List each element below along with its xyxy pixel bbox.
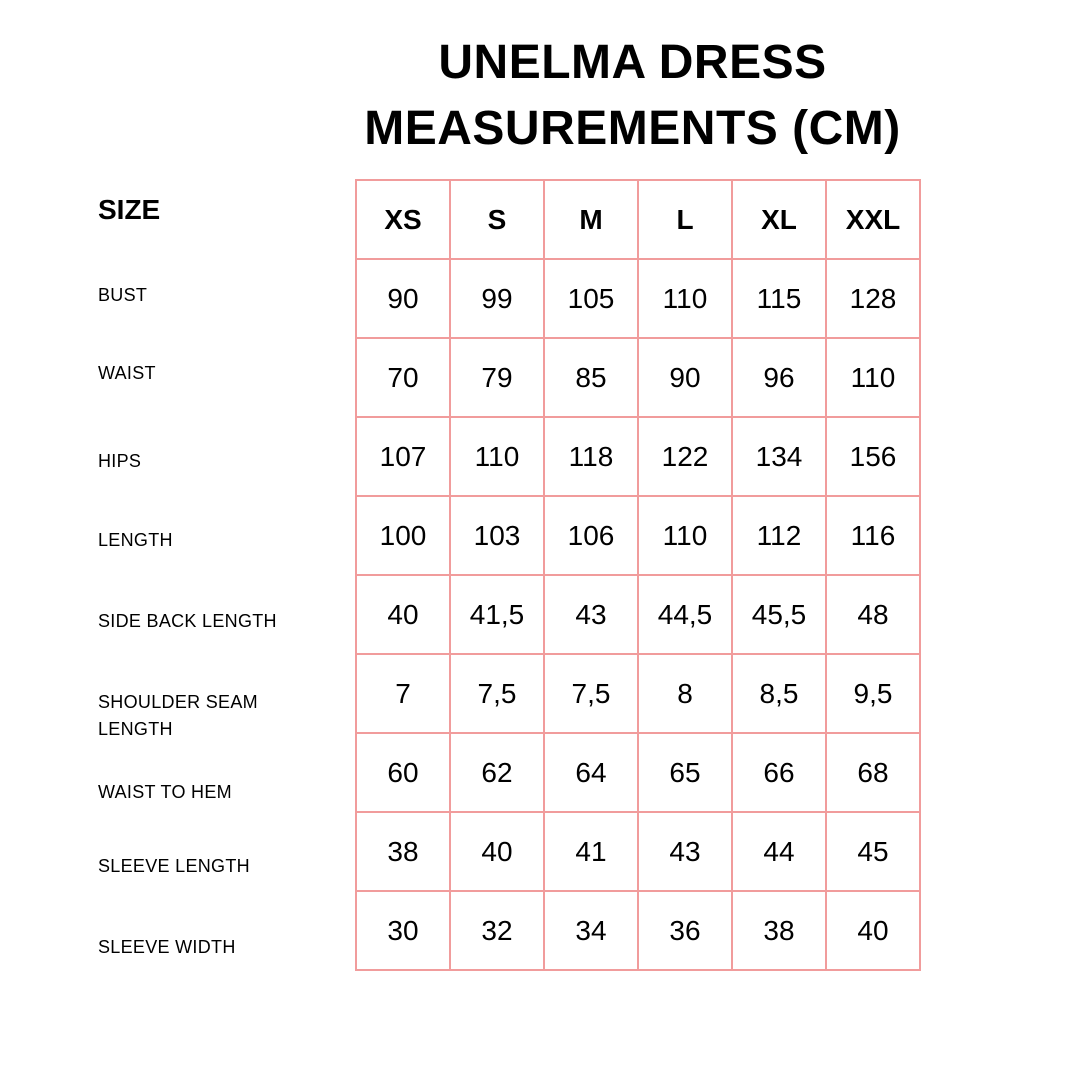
row-label-waist-to-hem: WAIST TO HEM [98,782,232,802]
table-row-side-back-length [356,575,920,654]
size-header-m: M [544,180,638,259]
table-cell: 65 [638,733,732,812]
row-label-waist: WAIST [98,363,156,383]
row-label-sleeve-length: SLEEVE LENGTH [98,856,250,876]
table-cell: 8 [638,654,732,733]
table-cell: 110 [450,417,544,496]
table-cell: 41 [544,812,638,891]
table-cell: 116 [826,496,920,575]
table-row-hips [356,417,920,496]
table-row-waist-to-hem [356,733,920,812]
table-cell: 112 [732,496,826,575]
table-cell: 45,5 [732,575,826,654]
table-cell: 7 [356,654,450,733]
table-cell: 38 [356,812,450,891]
row-label-length: LENGTH [98,530,173,550]
title-line-1: UNELMA DRESS [438,36,827,89]
table-cell: 90 [638,338,732,417]
table-cell: 64 [544,733,638,812]
size-header-label: SIZE [98,194,161,225]
table-cell: 44,5 [638,575,732,654]
row-label-sleeve-width: SLEEVE WIDTH [98,937,236,957]
row-label-shoulder-seam-length: SHOULDER SEAM LENGTH [98,692,258,739]
table-cell: 43 [638,812,732,891]
title-line-2: MEASUREMENTS (CM) [364,102,901,155]
table-cell: 156 [826,417,920,496]
size-header-l: L [638,180,732,259]
table-row-length [356,496,920,575]
table-row-sleeve-width [356,891,920,970]
table-cell: 38 [732,891,826,970]
table-cell: 30 [356,891,450,970]
table-cell: 45 [826,812,920,891]
table-cell: 62 [450,733,544,812]
table-cell: 79 [450,338,544,417]
table-row-waist [356,338,920,417]
table-row-shoulder-seam-length [356,654,920,733]
row-label-side-back-length: SIDE BACK LENGTH [98,611,277,631]
table-cell: 68 [826,733,920,812]
table-cell: 105 [544,259,638,338]
row-label-bust: BUST [98,285,148,305]
table-cell: 66 [732,733,826,812]
row-labels-column [98,0,348,1080]
table-cell: 103 [450,496,544,575]
table-cell: 41,5 [450,575,544,654]
table-cell: 110 [826,338,920,417]
row-label-hips: HIPS [98,451,142,471]
size-header-row [356,180,920,259]
table-cell: 100 [356,496,450,575]
table-cell: 85 [544,338,638,417]
table-cell: 7,5 [450,654,544,733]
table-cell: 122 [638,417,732,496]
table-cell: 9,5 [826,654,920,733]
table-cell: 60 [356,733,450,812]
size-header-xl: XL [732,180,826,259]
size-header-xxl: XXL [826,180,920,259]
table-cell: 40 [450,812,544,891]
table-cell: 40 [356,575,450,654]
table-cell: 110 [638,259,732,338]
table-cell: 36 [638,891,732,970]
table-cell: 32 [450,891,544,970]
table-cell: 48 [826,575,920,654]
table-cell: 99 [450,259,544,338]
table-cell: 110 [638,496,732,575]
table-cell: 34 [544,891,638,970]
table-cell: 118 [544,417,638,496]
table-cell: 70 [356,338,450,417]
table-cell: 44 [732,812,826,891]
size-header-s: S [450,180,544,259]
table-cell: 40 [826,891,920,970]
table-cell: 96 [732,338,826,417]
table-cell: 107 [356,417,450,496]
size-header-xs: XS [356,180,450,259]
table-row-bust [356,259,920,338]
table-cell: 43 [544,575,638,654]
measurements-table [355,179,921,971]
table-cell: 8,5 [732,654,826,733]
table-cell: 90 [356,259,450,338]
table-cell: 7,5 [544,654,638,733]
table-row-sleeve-length [356,812,920,891]
table-cell: 134 [732,417,826,496]
table-cell: 115 [732,259,826,338]
table-cell: 106 [544,496,638,575]
table-cell: 128 [826,259,920,338]
page-title [355,30,910,162]
